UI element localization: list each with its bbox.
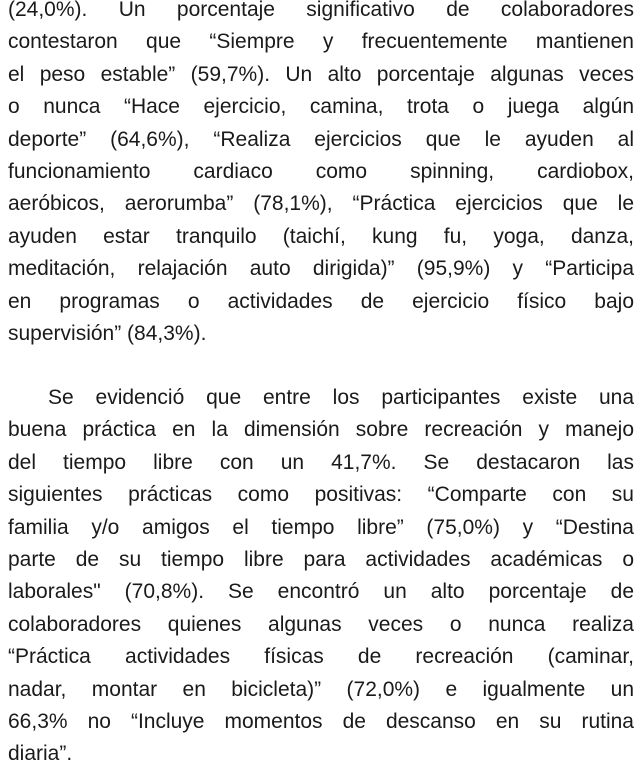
- text-line: meditación, relajación auto dirigida)” (95,9%) y “Participa: [8, 257, 634, 281]
- paragraph-recreation: [8, 382, 634, 771]
- text-line: laborales" (70,8%). Se encontró un alto porcentaje de: [8, 580, 634, 604]
- text-line: el peso estable” (59,7%). Un alto porcentaje algunas veces: [8, 62, 634, 86]
- text-line: del tiempo libre con un 41,7%. Se destacaron las: [8, 450, 634, 474]
- text-line: aeróbicos, aerorumba” (78,1%), “Práctica ejercicios que le: [8, 192, 634, 216]
- text-line: 66,3% no “Incluye momentos de descanso en su rutina: [8, 709, 634, 733]
- text-line: colaboradores quienes algunas veces o nunca realiza: [8, 612, 634, 636]
- text-line: Se evidenció que entre los participantes existe una: [48, 386, 634, 409]
- text-line: en programas o actividades de ejercicio físico bajo: [8, 289, 634, 313]
- text-line: funcionamiento cardiaco como spinning, cardiobox,: [8, 159, 634, 183]
- text-line: contestaron que “Siempre y frecuentemente mantienen: [8, 30, 634, 54]
- text-line: “Práctica actividades físicas de recreación (caminar,: [8, 645, 634, 669]
- text-line: siguientes prácticas como positivas: “Comparte con su: [8, 483, 634, 507]
- text-line: ayuden estar tranquilo (taichí, kung fu, yoga, danza,: [8, 224, 634, 248]
- text-line: o nunca “Hace ejercicio, camina, trota o juega algún: [8, 95, 634, 119]
- text-line: nadar, montar en bicicleta)” (72,0%) e igualmente un: [8, 677, 634, 701]
- text-line: buena práctica en la dimensión sobre recreación y manejo: [8, 418, 634, 442]
- text-line: familia y/o amigos el tiempo libre” (75,0%) y “Destina: [8, 515, 634, 539]
- text-line: supervisión” (84,3%).: [8, 321, 207, 345]
- text-line: deporte” (64,6%), “Realiza ejercicios que le ayuden al: [8, 127, 634, 151]
- text-line: diaria”.: [8, 742, 73, 766]
- paragraph-exercise: [8, 0, 634, 350]
- text-line: (24,0%). Un porcentaje significativo de colaboradores: [8, 0, 634, 21]
- text-line: parte de su tiempo libre para actividades académicas o: [8, 547, 634, 571]
- document-page: [8, 0, 634, 767]
